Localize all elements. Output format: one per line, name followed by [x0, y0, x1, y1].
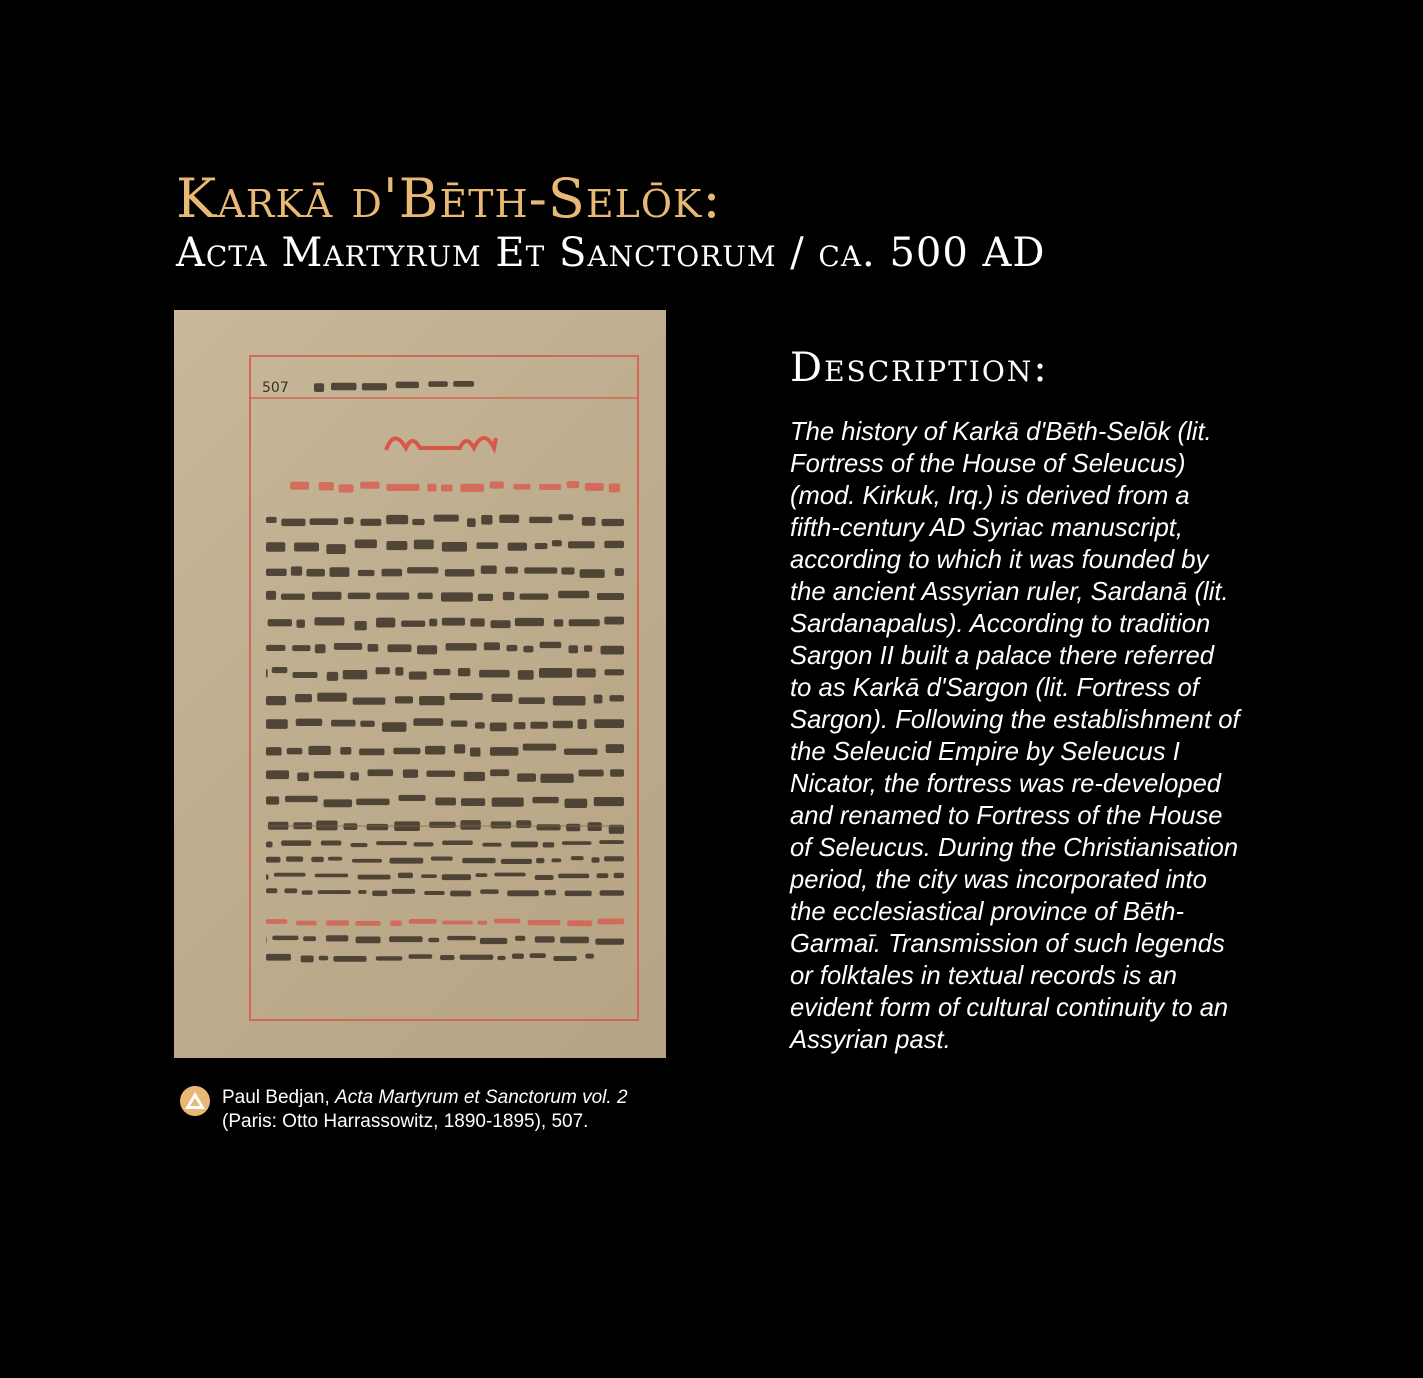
red-heading-ornament — [386, 438, 496, 450]
description-section — [790, 342, 1240, 1056]
main-text-line — [266, 591, 624, 602]
caption-author: Paul Bedjan, — [222, 1087, 330, 1108]
red-subheading-script — [290, 481, 620, 492]
main-text-line — [268, 820, 624, 834]
caption-text — [222, 1086, 628, 1134]
caption-work-title: Acta Martyrum et Sanctorum vol. 2 — [335, 1087, 628, 1108]
page-title: Karkā d'Bēth-Selōk: — [176, 167, 722, 230]
footnote-ref-line — [266, 953, 594, 962]
footnote-ref-line — [266, 935, 624, 945]
main-text-line — [266, 795, 624, 808]
main-text-line — [266, 667, 624, 681]
main-text-line — [266, 514, 624, 527]
footnote-line — [266, 856, 624, 864]
main-text-line — [266, 565, 624, 577]
image-caption — [180, 1086, 680, 1134]
description-heading: Description: — [790, 345, 1049, 391]
running-header-script — [314, 381, 474, 392]
description-body: The history of Karkā d'Bēth-Selōk (lit. Fortress of the House of Seleucus) (mod. Kirkuk, Irq.) is derived from a fifth-century AD Syriac manuscript, according to which it was founded by the ancient Assyrian ruler, Sardanā (lit. Sardanapalus). According to tradition Sargon II built a palace there referred to as Karkā d'Sargon (lit. Fortress of Sargon). Following the establishment of the Seleucid Empire by Seleucus I Nicator, the fortress was re-developed and renamed to Fortress of the House of Seleucus. During the Christianisation period, the city was incorporated into the ecclesiastical province of Bēth-Garmaī. Transmission of such legends or folktales in textual records is an evident form of cultural continuity to an Assyrian past. — [790, 418, 1240, 1054]
footnote-line — [266, 873, 624, 881]
main-text-line — [268, 617, 624, 631]
main-text-line — [266, 642, 624, 655]
main-text-line — [266, 769, 624, 783]
red-footnote-line — [266, 919, 624, 927]
main-text-line — [266, 693, 624, 706]
caption-triangle-icon — [180, 1086, 210, 1116]
page-subtitle: Acta Martyrum Et Sanctorum / ca. 500 AD — [176, 230, 1046, 276]
main-text-line — [266, 744, 624, 757]
main-text-line — [266, 540, 624, 554]
manuscript-page-image — [174, 310, 666, 1058]
header — [176, 168, 1336, 276]
manuscript-page-drawing — [174, 310, 666, 1058]
footnote-line — [266, 840, 624, 847]
syriac-script-lines — [266, 381, 624, 962]
main-text-line — [266, 718, 624, 732]
footnote-line — [266, 888, 624, 896]
page-number: 507 — [262, 380, 289, 396]
caption-publication: (Paris: Otto Harrassowitz, 1890-1895), 507. — [222, 1111, 589, 1132]
